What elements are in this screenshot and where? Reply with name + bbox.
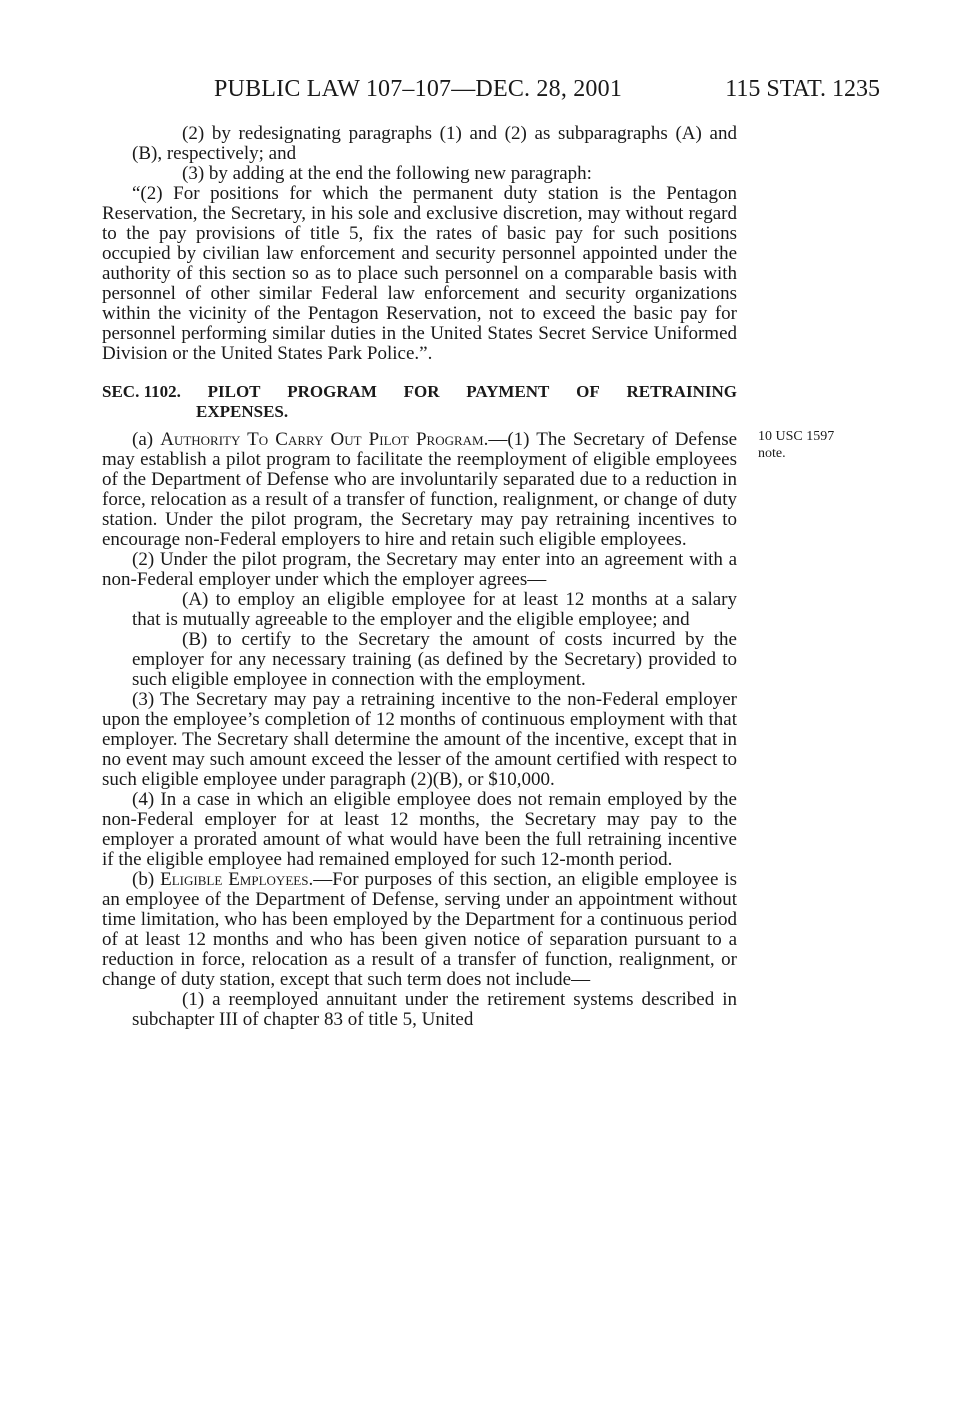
section-heading-word: PROGRAM xyxy=(287,382,377,401)
section-heading-word: OF xyxy=(576,382,600,401)
subsection-heading: Authority To Carry Out Pilot Program xyxy=(160,429,484,450)
paragraph-text: “(2) For positions for which the permanent duty station is the Pentagon Reservation, the Secretary, in his sole and exclusive discretion, may without regard to the pay provisions of title 5, fix the rates of basic pay for such positions occupied by civilian law enforcement and security personnel appointed under the authority of this section so as to place such personnel on a comparable basis with personnel of other similar Federal law enforcement and security organizations within the vicinity of the Pentagon Reservation, not to exceed the basic pay for personnel performing similar duties in the United States Secret Service Uniformed Division or the United States Park Police.”. xyxy=(102,183,737,364)
section-heading-line-2: EXPENSES. xyxy=(196,402,289,421)
section-heading-word: FOR xyxy=(403,382,440,401)
document-body xyxy=(102,124,737,1030)
subsection-a-paragraph-4 xyxy=(102,790,737,870)
header-title: PUBLIC LAW 107–107—DEC. 28, 2001 xyxy=(214,76,623,102)
paragraph-adding xyxy=(102,164,737,184)
margin-note xyxy=(758,428,858,462)
section-heading xyxy=(102,382,737,422)
margin-note-citation: 10 USC 1597 xyxy=(758,429,835,444)
subparagraph-b xyxy=(102,630,737,690)
paragraph-text: (2) Under the pilot program, the Secretary may enter into an agreement with a non-Federal employer under which the employer agrees— xyxy=(102,549,737,590)
subsection-label: (b) xyxy=(132,869,155,890)
paragraph-text: (B) to certify to the Secretary the amount of costs incurred by the employer for any necessary training (as defined by the Secretary) provided to such eligible employee in connection with the employment. xyxy=(132,629,737,690)
section-heading-word: PAYMENT xyxy=(466,382,550,401)
paragraph-text: (A) to employ an eligible employee for at least 12 months at a salary that is mutually agreeable to the employer and the eligible employee; and xyxy=(132,589,737,630)
section-heading-word: RETRAINING xyxy=(626,382,737,401)
paragraph-text: (2) by redesignating paragraphs (1) and (2) as subparagraphs (A) and (B), respectively; and xyxy=(132,123,737,164)
subsection-a-paragraph-2 xyxy=(102,550,737,590)
section-heading-word: PILOT xyxy=(207,382,261,401)
subsection-label: (a) xyxy=(132,429,154,450)
margin-note-suffix: note. xyxy=(758,446,786,461)
subsection-b-item-1 xyxy=(102,990,737,1030)
paragraph-text: .—(1) The Secretary of Defense may establish a pilot program to facilitate the reemployment of eligible employees of the Department of Defense who are involuntarily separated due to a reduction in force, relocation as a result of a transfer of function, realignment, or change of duty station. Under the pilot program, the Secretary may pay retraining incentives to encourage non-Federal employers to hire and retain such eligible employees. xyxy=(102,429,738,550)
subsection-a-paragraph-3 xyxy=(102,690,737,790)
section-number: SEC. 1102. xyxy=(102,382,181,401)
subsection-b-paragraph xyxy=(102,870,737,990)
paragraph-redesignating xyxy=(132,124,737,164)
subparagraph-a xyxy=(102,590,737,630)
page-header xyxy=(102,76,880,106)
paragraph-text: (3) by adding at the end the following new paragraph: xyxy=(182,163,592,184)
paragraph-text: .—For purposes of this section, an eligible employee is an employee of the Department of Defense, serving under an appointment without time limitation, who has been employed by the Department for a continuous period of at least 12 months and who has been given notice of separation pursuant to a reduction in force, relocation as a result of a transfer of function, realignment, or change of duty station, except that such term does not include— xyxy=(102,869,738,990)
statute-page-number: 115 STAT. 1235 xyxy=(725,76,880,102)
section-heading-line-1 xyxy=(102,382,737,402)
subsection-a-paragraph-1 xyxy=(102,430,737,550)
paragraph-text: (4) In a case in which an eligible employee does not remain employed by the non-Federal employer for at least 12 months, the Secretary may pay to the employer a prorated amount of what would have been the full retraining incentive if the eligible employee had remained employed for such 12-month period. xyxy=(102,789,737,870)
paragraph-text: (1) a reemployed annuitant under the retirement systems described in subchapter III of chapter 83 of title 5, United xyxy=(132,989,737,1030)
paragraph-quoted-amendment xyxy=(102,184,737,364)
paragraph-text: (3) The Secretary may pay a retraining incentive to the non-Federal employer upon the employee’s completion of 12 months of continuous employment with that employer. The Secretary shall determine the amount of the incentive, except that in no event may such amount exceed the lesser of the amount certified with respect to such eligible employee under paragraph (2)(B), or $10,000. xyxy=(102,689,737,790)
subsection-heading: Eligible Employees xyxy=(160,869,309,890)
